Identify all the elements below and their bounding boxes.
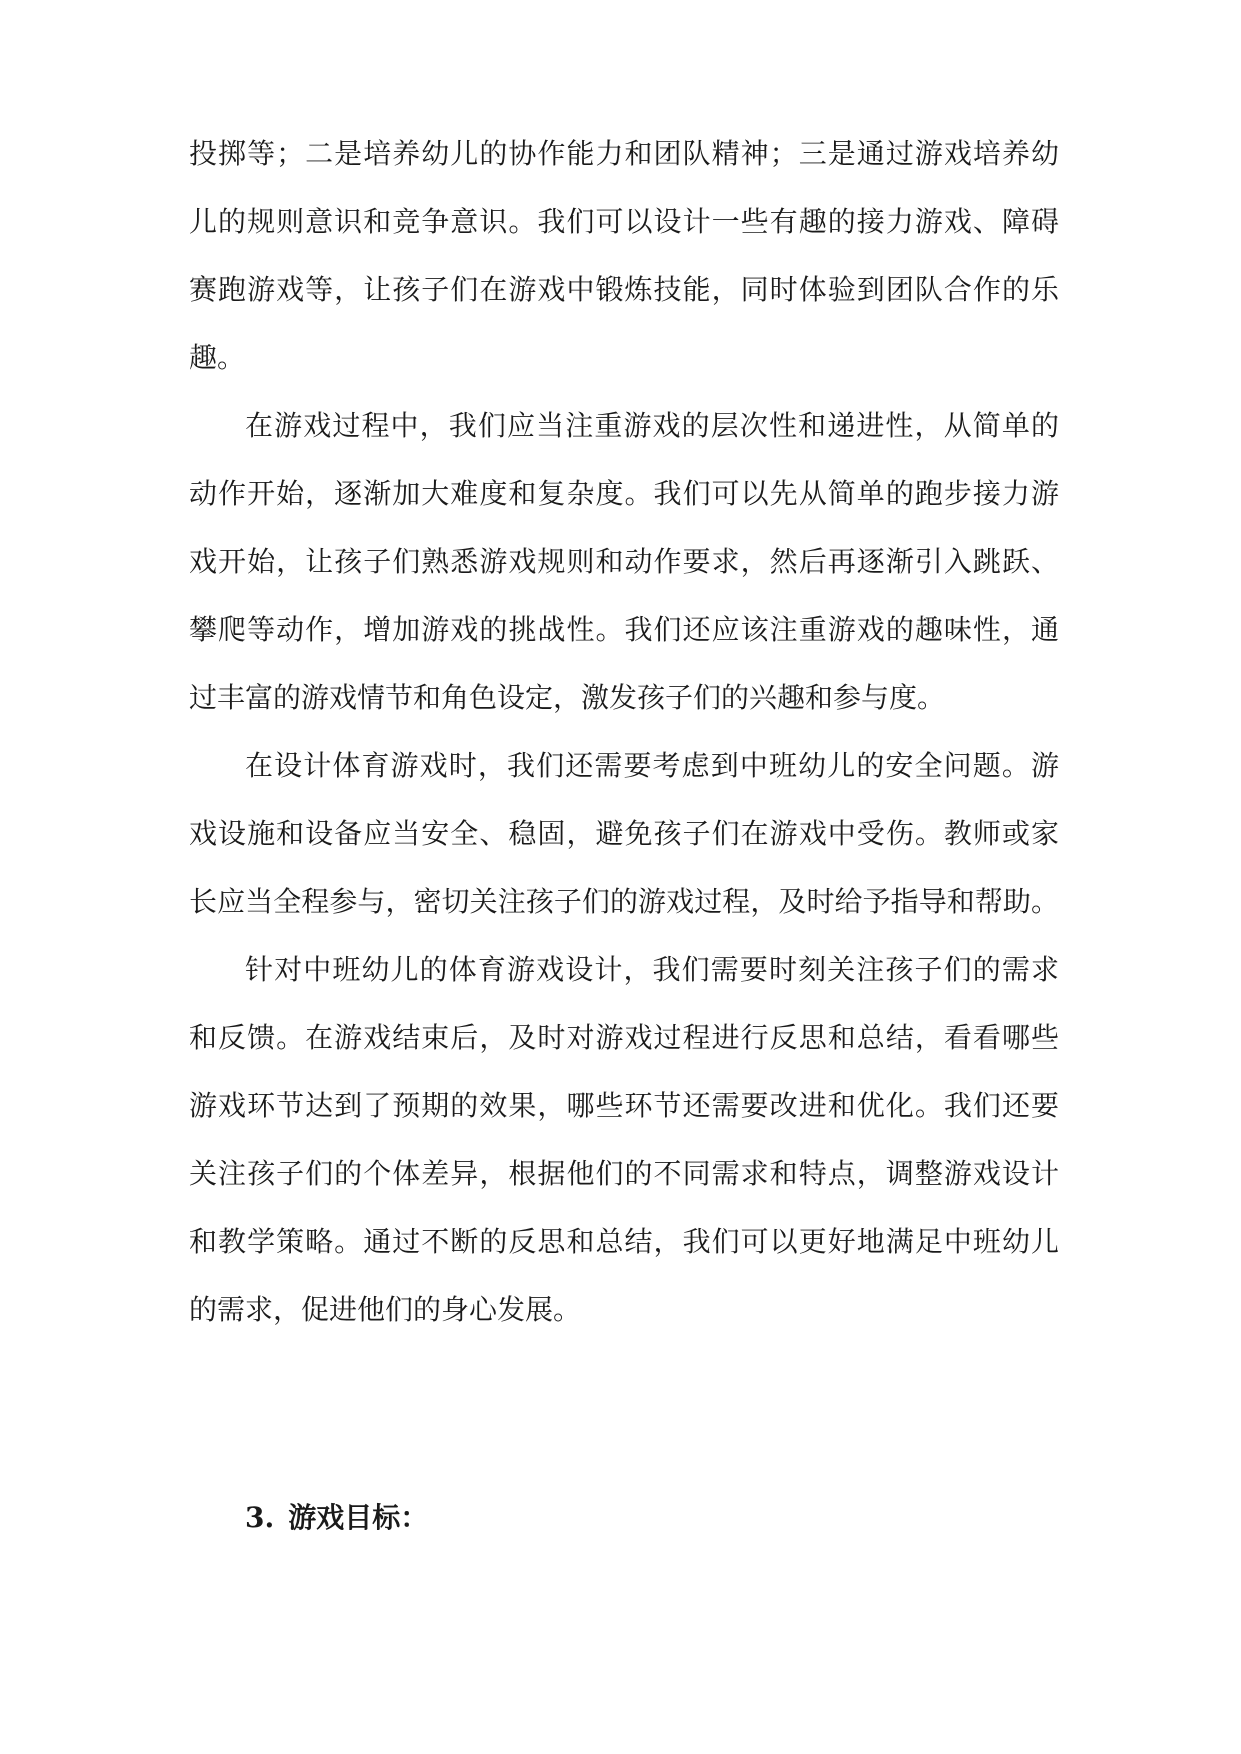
- paragraph-line: 关注孩子们的个体差异，根据他们的不同需求和特点，调整游戏设计: [189, 1157, 1059, 1190]
- paragraph-line: 攀爬等动作，增加游戏的挑战性。我们还应该注重游戏的趣味性，通: [189, 613, 1059, 646]
- paragraph-line: 针对中班幼儿的体育游戏设计，我们需要时刻关注孩子们的需求: [245, 953, 1059, 986]
- section-title: 游戏目标：: [288, 1501, 429, 1534]
- paragraph-line: 过丰富的游戏情节和角色设定，激发孩子们的兴趣和参与度。: [189, 681, 946, 714]
- paragraph-line: 戏设施和设备应当安全、稳固，避免孩子们在游戏中受伤。教师或家: [189, 817, 1059, 850]
- section-number: 3.: [245, 1501, 275, 1534]
- paragraph-line: 赛跑游戏等，让孩子们在游戏中锻炼技能，同时体验到团队合作的乐: [189, 273, 1059, 306]
- paragraph-line: 游戏环节达到了预期的效果，哪些环节还需要改进和优化。我们还要: [189, 1089, 1059, 1122]
- paragraph-line: 在设计体育游戏时，我们还需要考虑到中班幼儿的安全问题。游: [245, 749, 1059, 782]
- section-heading: [245, 1494, 428, 1542]
- paragraph-line: 戏开始，让孩子们熟悉游戏规则和动作要求，然后再逐渐引入跳跃、: [189, 545, 1059, 578]
- paragraph-line: 长应当全程参与，密切关注孩子们的游戏过程，及时给予指导和帮助。: [189, 885, 1059, 918]
- paragraph-line: 投掷等；二是培养幼儿的协作能力和团队精神；三是通过游戏培养幼: [189, 137, 1059, 170]
- paragraph-line: 和反馈。在游戏结束后，及时对游戏过程进行反思和总结，看看哪些: [189, 1021, 1059, 1054]
- paragraph-line: 在游戏过程中，我们应当注重游戏的层次性和递进性，从简单的: [245, 409, 1059, 442]
- paragraph-line: 和教学策略。通过不断的反思和总结，我们可以更好地满足中班幼儿: [189, 1225, 1059, 1258]
- paragraph-line: 动作开始，逐渐加大难度和复杂度。我们可以先从简单的跑步接力游: [189, 477, 1059, 510]
- paragraph-line: 的需求，促进他们的身心发展。: [189, 1293, 582, 1326]
- paragraph-line: 儿的规则意识和竞争意识。我们可以设计一些有趣的接力游戏、障碍: [189, 205, 1059, 238]
- paragraph-line: 趣。: [189, 341, 246, 374]
